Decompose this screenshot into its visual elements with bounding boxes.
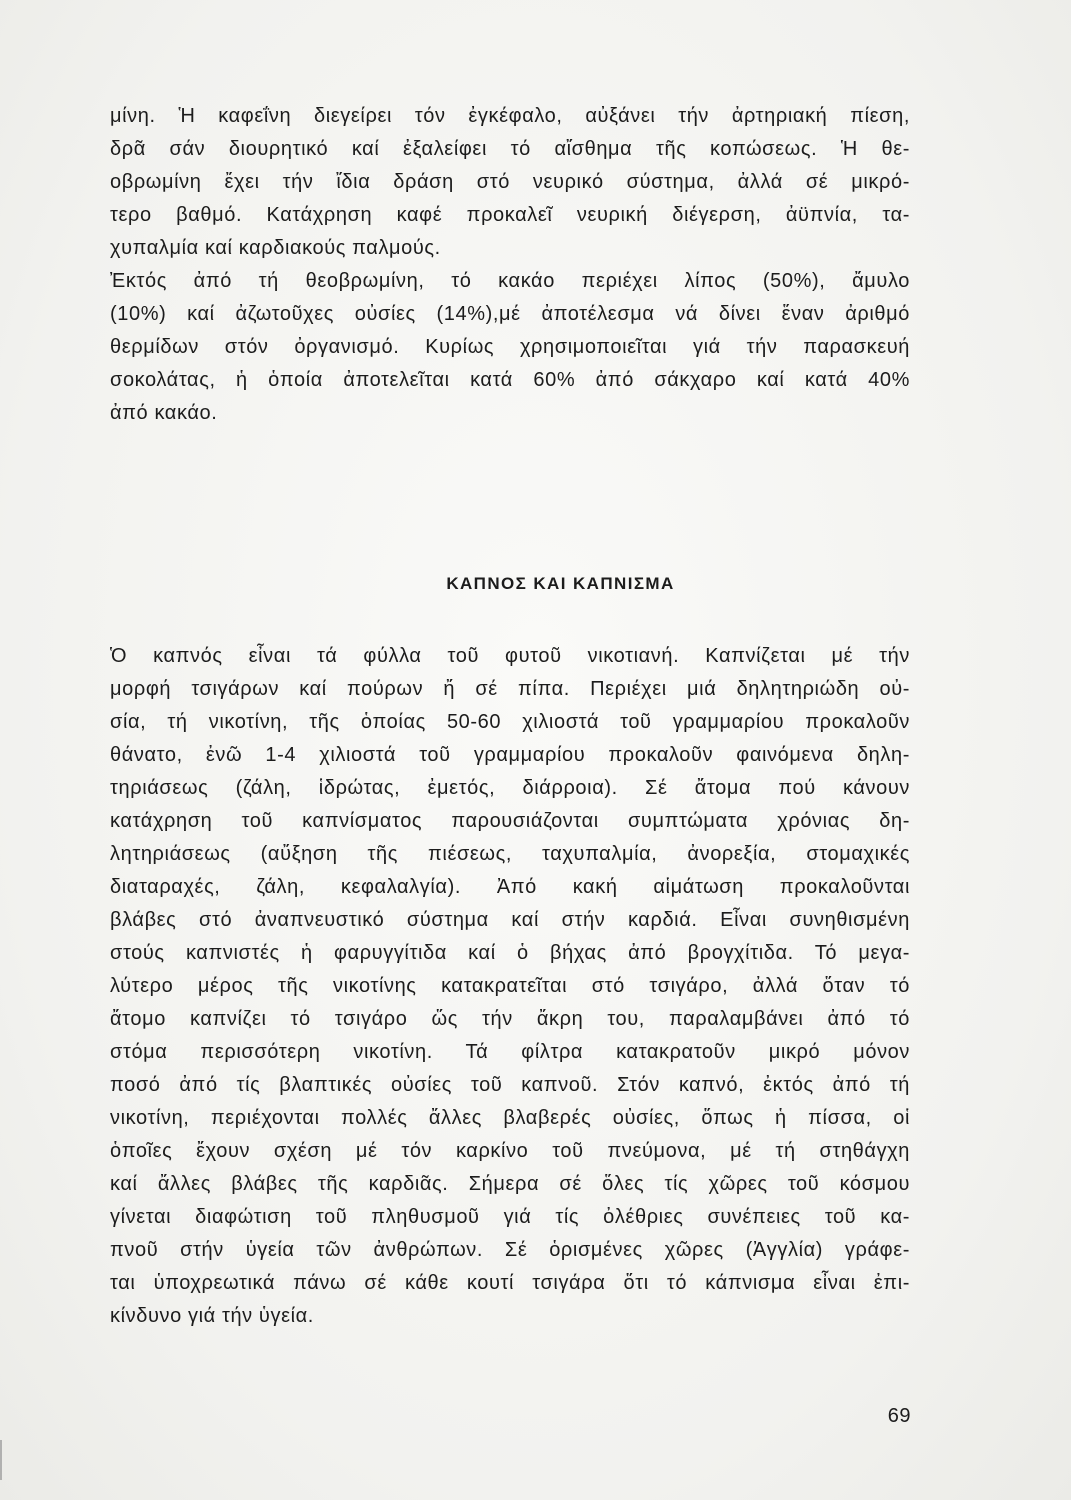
text-line: δρᾶ σάν διουρητικό καί ἐξαλείφει τό αἴσθημα τῆς κοπώσεως. Ἡ θε-	[110, 138, 910, 160]
text-line: βλάβες στό ἀναπνευστικό σύστημα καί στήν καρδιά. Εἶναι συνηθισμένη	[110, 909, 910, 931]
text-line: ποσό ἀπό τίς βλαπτικές οὐσίες τοῦ καπνοῦ. Στόν καπνό, ἐκτός ἀπό τή	[110, 1074, 910, 1096]
text-line: γίνεται διαφώτιση τοῦ πληθυσμοῦ γιά τίς ὀλέθριες συνέπειες τοῦ κα-	[110, 1206, 910, 1228]
text-line: θάνατο, ἐνῶ 1-4 χιλιοστά τοῦ γραμμαρίου προκαλοῦν φαινόμενα δηλη-	[110, 744, 910, 766]
page-number: 69	[887, 1405, 911, 1427]
text-line: μίνη. Ἡ καφεΐνη διεγείρει τόν ἐγκέφαλο, αὐξάνει τήν ἀρτηριακή πίεση,	[110, 105, 910, 127]
text-line: (10%) καί ἀζωτοῦχες οὐσίες (14%),μέ ἀποτέλεσμα νά δίνει ἕναν ἀριθμό	[110, 303, 910, 325]
text-line: Ὁ καπνός εἶναι τά φύλλα τοῦ φυτοῦ νικοτιανή. Καπνίζεται μέ τήν	[110, 645, 910, 667]
text-line: ἄτομο καπνίζει τό τσιγάρο ὥς τήν ἄκρη του, παραλαμβάνει ἀπό τό	[110, 1008, 910, 1030]
text-line: μορφή τσιγάρων καί πούρων ἤ σέ πίπα. Περιέχει μιά δηλητηριώδη οὐ-	[110, 678, 910, 700]
text-line: ἀπό κακάο.	[110, 402, 218, 424]
text-line: καί ἄλλες βλάβες τῆς καρδιᾶς. Σήμερα σέ ὅλες τίς χῶρες τοῦ κόσμου	[110, 1173, 910, 1195]
text-line: οβρωμίνη ἔχει τήν ἴδια δράση στό νευρικό σύστημα, ἀλλά σέ μικρό-	[110, 171, 910, 193]
text-line: νικοτίνη, περιέχονται πολλές ἄλλες βλαβερές οὐσίες, ὅπως ἡ πίσσα, οἱ	[110, 1107, 910, 1129]
text-line: πνοῦ στήν ὑγεία τῶν ἀνθρώπων. Σέ ὁρισμένες χῶρες (Ἀγγλία) γράφε-	[110, 1239, 910, 1261]
scan-edge-mark	[0, 1440, 2, 1480]
text-line: Ἐκτός ἀπό τή θεοβρωμίνη, τό κακάο περιέχει λίπος (50%), ἄμυλο	[110, 270, 910, 292]
text-line: ὁποῖες ἔχουν σχέση μέ τόν καρκίνο τοῦ πνεύμονα, μέ τή στηθάγχη	[110, 1140, 910, 1162]
text-line: διαταραχές, ζάλη, κεφαλαλγία). Ἀπό κακή αἱμάτωση προκαλοῦνται	[110, 876, 910, 898]
text-line: χυπαλμία καί καρδιακούς παλμούς.	[110, 237, 441, 259]
text-line: σία, τή νικοτίνη, τῆς ὁποίας 50-60 χιλιοστά τοῦ γραμμαρίου προκαλοῦν	[110, 711, 910, 733]
paragraph-cocoa	[110, 265, 910, 430]
text-line: στόμα περισσότερη νικοτίνη. Τά φίλτρα κατακρατοῦν μικρό μόνον	[110, 1041, 910, 1063]
text-line: λύτερο μέρος τῆς νικοτίνης κατακρατεῖται στό τσιγάρο, ἀλλά ὅταν τό	[110, 975, 910, 997]
text-line: κατάχρηση τοῦ καπνίσματος παρουσιάζονται συμπτώματα χρόνιας δη-	[110, 810, 910, 832]
text-line: κίνδυνο γιά τήν ὑγεία.	[110, 1305, 314, 1327]
text-block-top	[110, 100, 910, 430]
text-line: σοκολάτας, ἡ ὁποία ἀποτελεῖται κατά 60% ἀπό σάκχαρο καί κατά 40%	[110, 369, 910, 391]
text-line: θερμίδων στόν ὀργανισμό. Κυρίως χρησιμοποιεῖται γιά τήν παρασκευή	[110, 336, 910, 358]
paragraph-tobacco	[110, 640, 910, 1333]
paragraph-caffeine	[110, 100, 910, 265]
text-line: στούς καπνιστές ἡ φαρυγγίτιδα καί ὁ βήχας ἀπό βρογχίτιδα. Τό μεγα-	[110, 942, 910, 964]
text-line: τερο βαθμό. Κατάχρηση καφέ προκαλεῖ νευρική διέγερση, ἀϋπνία, τα-	[110, 204, 910, 226]
section-heading: ΚΑΠΝΟΣ ΚΑΙ ΚΑΠΝΙΣΜΑ	[446, 574, 675, 593]
text-line: ται ὑποχρεωτικά πάνω σέ κάθε κουτί τσιγάρα ὅτι τό κάπνισμα εἶναι ἐπι-	[110, 1272, 910, 1294]
text-line: τηριάσεως (ζάλη, ἱδρώτας, ἐμετός, διάρροια). Σέ ἄτομα πού κάνουν	[110, 777, 910, 799]
text-line: λητηριάσεως (αὔξηση τῆς πιέσεως, ταχυπαλμία, ἀνορεξία, στομαχικές	[110, 843, 910, 865]
